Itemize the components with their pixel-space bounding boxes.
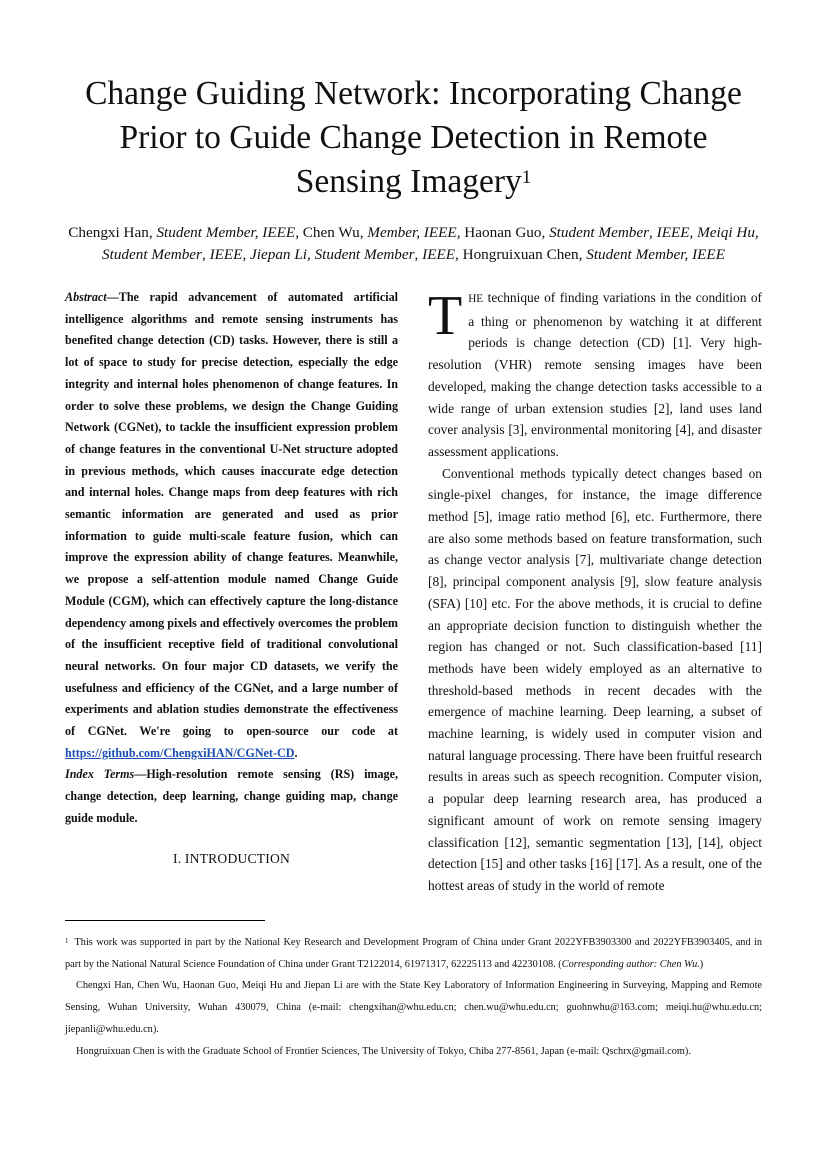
abstract-text: —The rapid advancement of automated artificial intelligence algorithms and remote sensing instruments has benefited change detection (CD) tasks. However, there is still a lot of space to study for precise detection, especially the edge integrity and internal holes phenomenon of change features. In order to solve these problems, we design the Change Guiding Network (CGNet), to tackle the insufficient expression problem of change features in the conventional U-Net structure adopted in previous methods, which causes inaccurate edge detection and internal holes. Change maps from deep features with rich semantic information are generated and used as prior information to guide multi-scale feature fusion, which can improve the expression ability of change features. Meanwhile, we propose a self-attention module named Change Guide Module (CGM), which can effectively capture the long-distance dependency among pixels and effectively overcomes the problem of the insufficient receptive field of traditional convolutional neural networks. On four major CD datasets, we verify the usefulness and efficiency of the CGNet, and a large number of experiments and ablation studies demonstrate the effectiveness of CGNet. We're going to open-source our code at (65, 290, 398, 739)
footnote-funding-end: ) (699, 958, 704, 970)
author-role: IEEE (209, 246, 243, 263)
author-list (50, 222, 777, 266)
intro-paragraph-1 (428, 287, 762, 463)
footnote-affiliation-tokyo: Hongruixuan Chen is with the Graduate School of Frontier Sciences, The University of Tokyo, Chiba 277-8561, Japan (e-mail: Qschrx@gmail.com). (76, 1045, 691, 1057)
code-link[interactable]: https://github.com/ChengxiHAN/CGNet-CD (65, 745, 295, 760)
author-separator: , (649, 224, 657, 241)
index-terms-label: Index Terms (65, 767, 135, 782)
intro-smallcaps: HE (468, 293, 484, 305)
title-line-1: Change Guiding Network: Incorporating Change (85, 75, 742, 112)
author-separator: , (201, 246, 210, 263)
author-name: , Hongruixuan Chen, (455, 246, 587, 263)
author-separator: , (242, 246, 251, 263)
footnote-rule (65, 920, 265, 921)
title-line-2: Prior to Guide Change Detection in Remote (119, 119, 708, 156)
author-role: Student Member, IEEE (156, 224, 296, 241)
abstract (65, 287, 398, 764)
author-role: IEEE, Meiqi Hu, (656, 224, 759, 241)
corresponding-author: Corresponding author: Chen Wu. (561, 958, 700, 970)
intro-text-1: technique of finding variations in the condition of a thing or phenomenon by watching it at different periods is change detection (CD) [1]. Very high-resolution (VHR) remote sensing images have been developed, making the change detection tasks accessible to a wide range of urban extension studies [2], land uses land cover analysis [3], environmental monitoring [4], and disaster assessment applications. (428, 290, 762, 459)
index-terms-text: —High-resolution remote sensing (RS) image, change detection, deep learning, change guiding map, change guide module. (65, 767, 398, 825)
introduction-column (428, 287, 762, 897)
index-terms (65, 764, 398, 829)
title-line-3: Sensing Imagery (295, 163, 522, 200)
author-role: Student Member (102, 246, 202, 263)
abstract-column (65, 287, 398, 830)
abstract-label: Abstract (65, 290, 107, 304)
author-name: Chengxi Han, (68, 224, 157, 241)
footnotes (65, 932, 762, 1062)
author-role: Student Member, IEEE (586, 246, 725, 263)
title-footnote-mark: 1 (521, 167, 532, 188)
author-role: Jiepan Li, Student Member (250, 246, 415, 263)
paper-title (60, 72, 767, 204)
footnote-affiliation-whu: Chengxi Han, Chen Wu, Haonan Guo, Meiqi Hu and Jiepan Li are with the State Key Laboratory of Information Engineering in Surveying, Mapping and Remote Sensing, Wuhan University, Wuhan 430079, China (e-mail: chengxihan@whu.edu.cn; chen.wu@whu.edu.cn; guohnwhu@163.com; meiqi.hu@whu.edu.cn; jiepanli@whu.edu.cn). (65, 980, 762, 1035)
footnote-funding-text: This work was supported in part by the National Key Research and Development Program of China under Grant 2022YFB3903300 and 2022YFB3903405, and in part by the National Natural Science Foundation of China under Grant T2122014, 61971317, 62225113 and 42230108. ( (65, 937, 762, 970)
author-name: , Haonan Guo, (456, 224, 550, 241)
abstract-end: . (294, 745, 298, 760)
author-separator: , (414, 246, 423, 263)
section-heading: I. INTRODUCTION (172, 851, 291, 866)
intro-paragraph-2: Conventional methods typically detect changes based on single-pixel changes, for instance, the image difference method [5], image ratio method [6], etc. Furthermore, there are also some methods based on feature transformation, such as change vector analysis [7], multivariate change detection [8], principal component analysis [9], slow feature analysis (SFA) [10] etc. For the above methods, it is crucial to define an appropriate decision function to distinguish whether the region has changed or not. Such classification-based [11] methods have been widely employed as an alternative to threshold-based methods in recent decades with the emergence of machine learning. Deep learning, a subset of machine learning, is widely used in computer vision and natural language processing. There have been fruitful research results in areas such as speech recognition. Computer vision, a popular deep learning research area, has produced a significant amount of work on remote sensing imagery classification [12], semantic segmentation [13], [14], object detection [15] and other tasks [16] [17]. As a result, one of the hottest areas of study in the world of remote (428, 465, 762, 893)
footnote-mark: 1 (65, 937, 69, 945)
author-role: Member, IEEE (367, 224, 457, 241)
author-role: IEEE (422, 246, 456, 263)
author-name: , Chen Wu, (295, 224, 368, 241)
dropcap: T (428, 285, 463, 347)
footnote-funding (65, 932, 762, 975)
author-role: Student Member (549, 224, 650, 241)
